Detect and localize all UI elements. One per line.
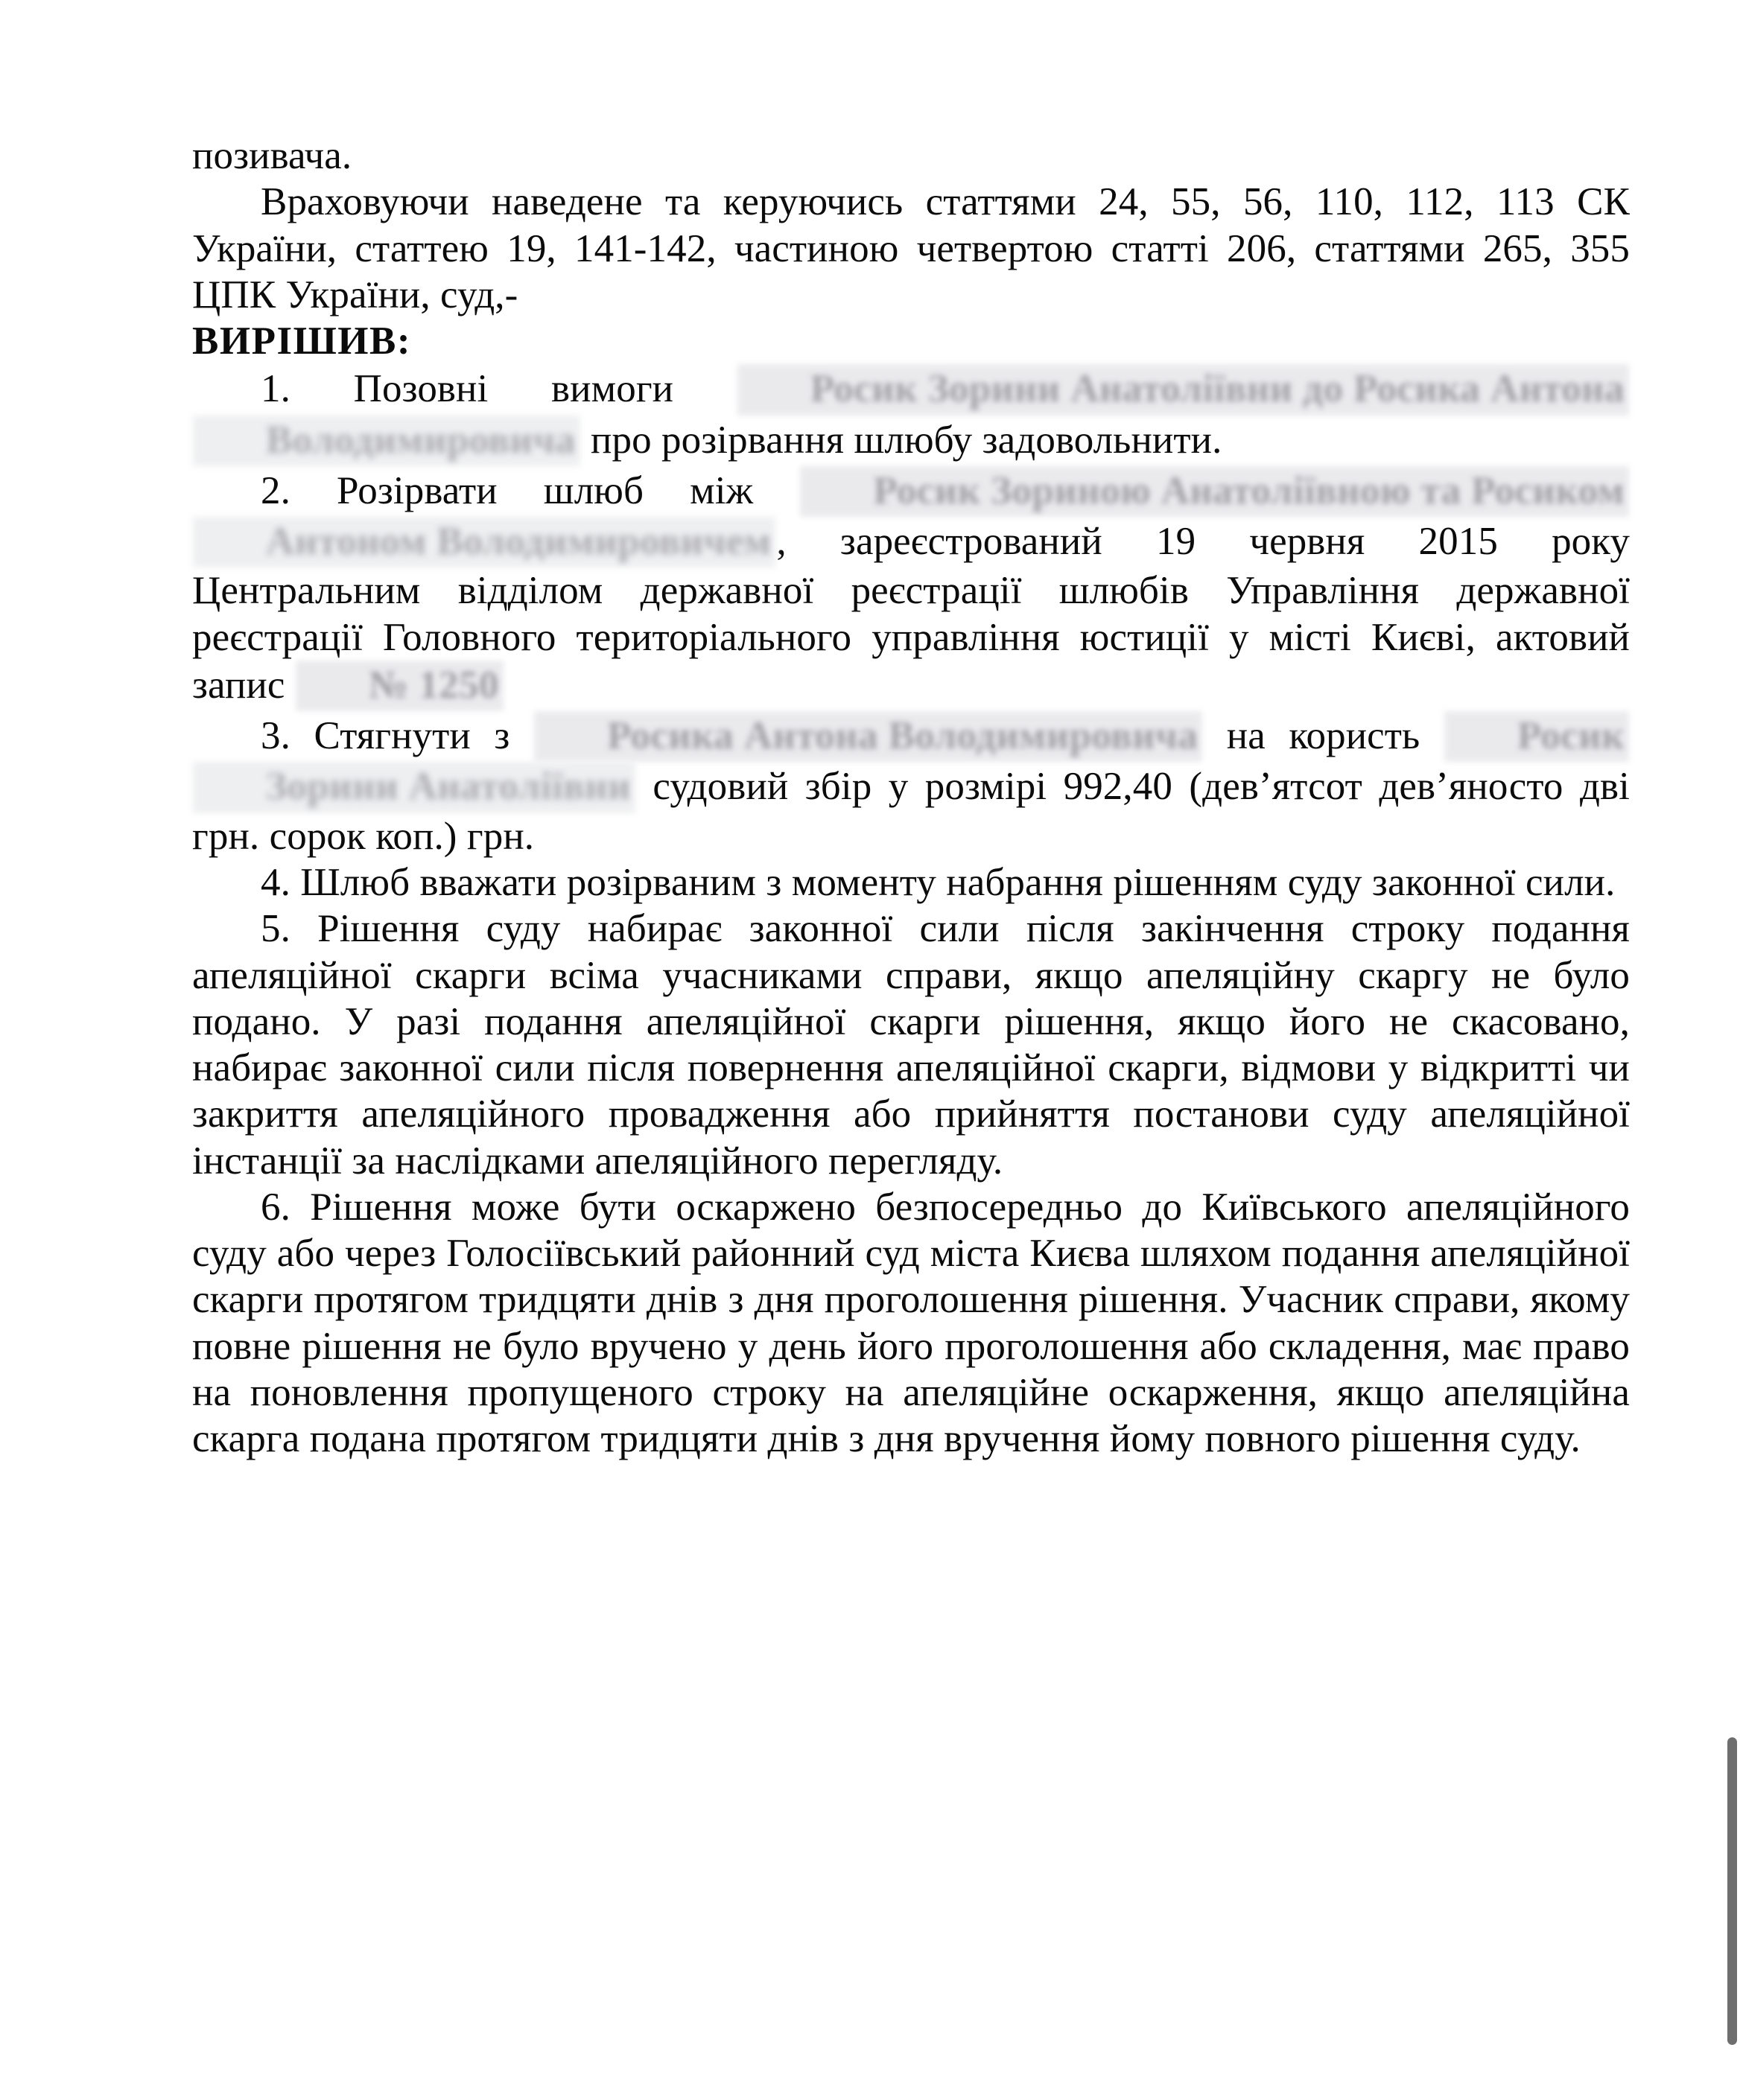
redacted-name-block: Росик bbox=[1444, 711, 1629, 762]
paragraph-tail-previous bbox=[192, 133, 1630, 179]
text-run: 2. Розірвати шлюб між bbox=[261, 468, 800, 512]
redacted-name-block: Росик Зорини Анатоліївни до Росика Антона bbox=[737, 364, 1629, 415]
redacted-name-block: Росик Зориною Анатоліївною та Росиком bbox=[800, 466, 1629, 517]
text-run: Враховуючи наведене та керуючись статтями 24, 55, 56, 110, 112, 113 СК України, статтею 19, 141-142, частиною четвертою статті 206, статтями 265, 355 ЦПК України, суд,- bbox=[192, 180, 1630, 316]
text-run: , зареєстрований 19 червня 2015 року Центральним відділом державної реєстрації шлюбів Управління державної реєстрації Головного територіального управління юстиції у місті Києві, актовий запис bbox=[192, 520, 1630, 707]
redacted-name-block: Зорини Анатоліївни bbox=[193, 762, 635, 812]
paragraph-item-6 bbox=[192, 1184, 1630, 1463]
redacted-name-block: Росика Антона Володимировича bbox=[534, 711, 1202, 762]
text-run: позивача. bbox=[192, 134, 352, 177]
vertical-scrollbar-track[interactable] bbox=[1724, 0, 1743, 2100]
text-run: 1. Позовні вимоги bbox=[261, 367, 737, 411]
text-run: 4. Шлюб вважати розірваним з моменту набрання рішенням суду законної сили. bbox=[261, 860, 1616, 904]
paragraph-legal-basis bbox=[192, 179, 1630, 318]
paragraph-item-2 bbox=[192, 466, 1630, 711]
text-run: судовий збір у розмірі 992,40 (дев’ятсот дев’яносто дві грн. сорок коп.) грн. bbox=[192, 765, 1630, 858]
paragraph-item-3 bbox=[192, 711, 1630, 859]
vertical-scrollbar-thumb[interactable] bbox=[1727, 1737, 1737, 2045]
operative-heading bbox=[192, 318, 1630, 364]
document-text-column bbox=[192, 133, 1630, 1462]
text-run: 3. Стягнути з bbox=[261, 714, 533, 758]
paragraph-item-5 bbox=[192, 906, 1630, 1184]
paragraph-item-1 bbox=[192, 364, 1630, 466]
text-run: про розірвання шлюбу задовольнити. bbox=[580, 418, 1222, 462]
text-run: 5. Рішення суду набирає законної сили після закінчення строку подання апеляційної скарги всіма учасниками справи, якщо апеляційну скаргу не було подано. У разі подання апеляційної скарги рішення, якщо його не скасовано, набирає законної сили після повернення апеляційної скарги, відмови у відкритті чи закриття апеляційного провадження або прийняття постанови суду апеляційної інстанції за наслідками апеляційного перегляду. bbox=[192, 907, 1630, 1183]
paragraph-item-4 bbox=[192, 859, 1630, 906]
heading-text: ВИРІШИВ: bbox=[192, 319, 412, 363]
redacted-record-number: № 1250 bbox=[296, 661, 504, 711]
text-run: 6. Рішення може бути оскаржено безпосередньо до Київського апеляційного суду або через Голосіївський районний суд міста Києва шляхом подання апеляційної скарги протягом тридцяти днів з дня проголошення рішення. Учасник справи, якому повне рішення не було вручено у день його проголошення або складення, має право на поновлення пропущеного строку на апеляційне оскарження, якщо апеляційна скарга подана протягом тридцяти днів з дня вручення йому повного рішення суду. bbox=[192, 1185, 1630, 1461]
redacted-name-block: Володимировича bbox=[193, 416, 580, 466]
redacted-name-block: Антоном Володимировичем bbox=[193, 517, 775, 567]
text-run: на користь bbox=[1203, 714, 1444, 758]
